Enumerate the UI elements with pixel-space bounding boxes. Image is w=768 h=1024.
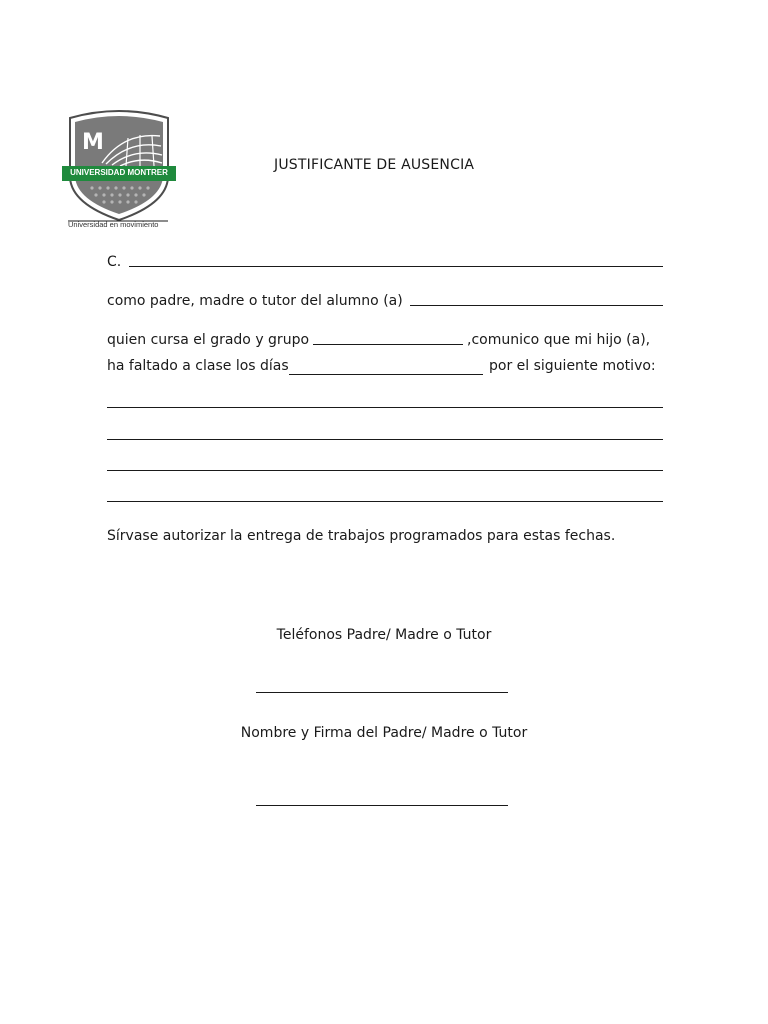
reason-field-line[interactable] [107,470,663,471]
signature-label: Nombre y Firma del Padre/ Madre o Tutor [240,725,528,741]
grade-group-field-line[interactable] [313,344,463,345]
phones-label: Teléfonos Padre/ Madre o Tutor [276,627,492,643]
days-label: ha faltado a clase los días [107,358,289,374]
grade-label: quien cursa el grado y grupo [107,332,310,348]
signature-field-line[interactable] [256,805,508,806]
grade-suffix: ,comunico que mi hijo (a), [467,332,651,348]
reason-field-line[interactable] [107,407,663,408]
days-suffix: por el siguiente motivo: [489,358,656,374]
parent-label: como padre, madre o tutor del alumno (a) [107,293,403,309]
days-field-line[interactable] [289,374,483,375]
reason-field-line[interactable] [107,439,663,440]
reason-field-line[interactable] [107,501,663,502]
logo-name: UNIVERSIDAD MONTRER [70,168,168,177]
student-name-field-line[interactable] [410,305,663,306]
university-logo [62,108,176,232]
recipient-label: C. [107,254,122,270]
request-text: Sírvase autorizar la entrega de trabajos programados para estas fechas. [107,528,616,544]
phones-field-line[interactable] [256,692,508,693]
document-title: JUSTIFICANTE DE AUSENCIA [274,157,475,173]
logo-letter: M [82,130,104,155]
recipient-field-line[interactable] [129,266,663,267]
logo-tagline: Universidad en movimiento [68,220,159,229]
